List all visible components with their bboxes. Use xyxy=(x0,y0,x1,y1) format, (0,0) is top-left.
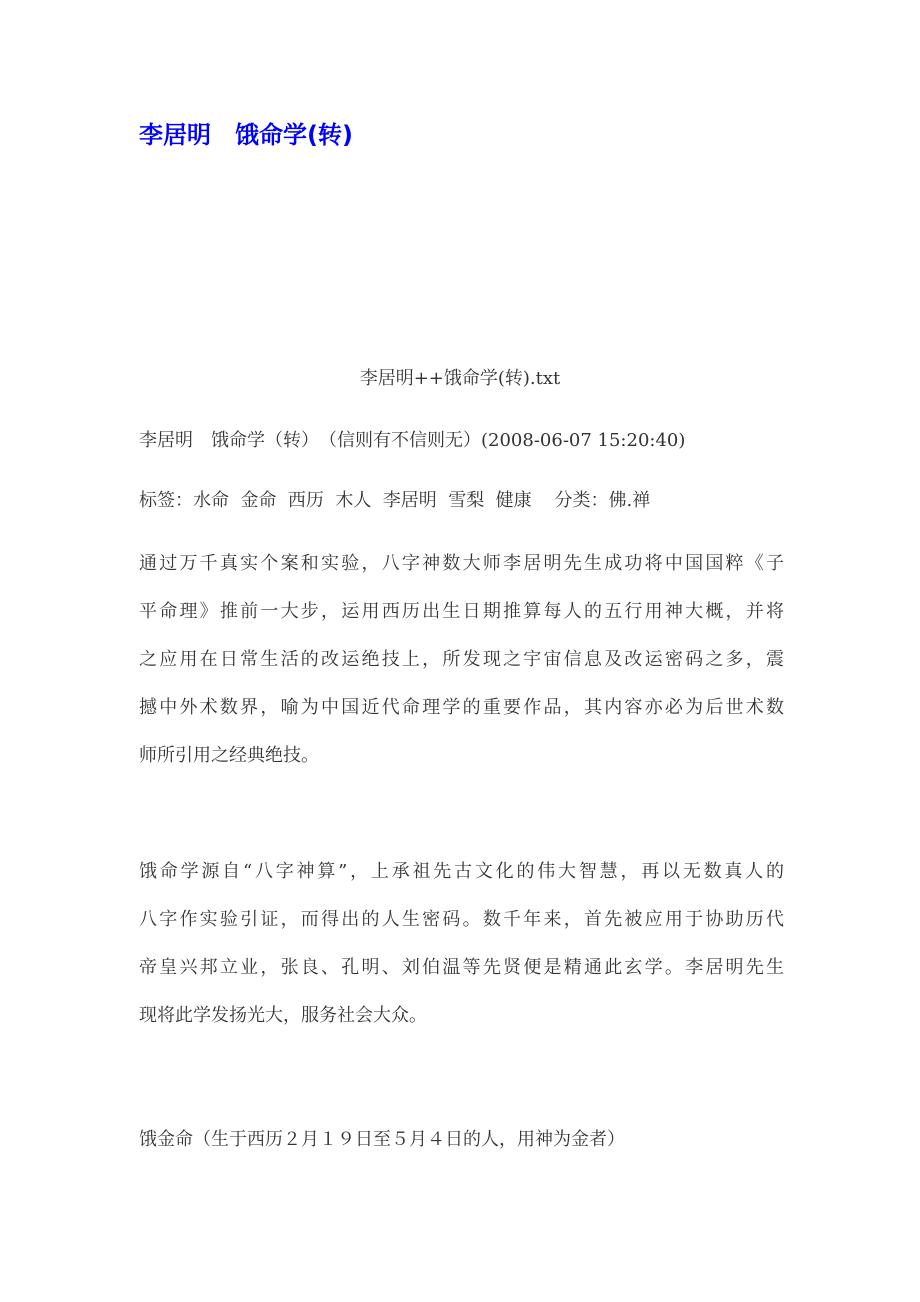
paragraph-line: 之应用在日常生活的改运绝技上，所发现之宇宙信息及改运密码之多，震 xyxy=(139,649,784,670)
paragraph-line: 师所引用之经典绝技。 xyxy=(139,745,319,766)
paragraph-line: 饿命学源自“八字神算”，上承祖先古文化的伟大智慧，再以无数真人的 xyxy=(139,861,784,882)
tags-category-line: 标签：水命 金命 西历 木人 李居明 雪梨 健康 分类：佛.禅 xyxy=(139,490,651,511)
intro-paragraph xyxy=(139,540,784,780)
origin-paragraph xyxy=(139,848,784,1040)
metal-destiny-heading: 饿金命（生于西历２月１９日至５月４日的人，用神为金者） xyxy=(139,1129,625,1150)
paragraph-line: 通过万千真实个案和实验，八字神数大师李居明先生成功将中国国粹《子 xyxy=(139,553,784,574)
paragraph-line: 帝皇兴邦立业，张良、孔明、刘伯温等先贤便是精通此玄学。李居明先生 xyxy=(139,957,784,978)
post-meta-line: 李居明 饿命学（转） （信则有不信则无）(2008-06-07 15:20:40) xyxy=(139,430,686,451)
paragraph-line: 八字作实验引证，而得出的人生密码。数千年来，首先被应用于协助历代 xyxy=(139,909,784,930)
document-title: 李居明 饿命学(转) xyxy=(139,121,353,149)
paragraph-line: 撼中外术数界，喻为中国近代命理学的重要作品，其内容亦必为后世术数 xyxy=(139,697,784,718)
file-name-heading: 李居明++饿命学(转).txt xyxy=(359,368,561,389)
paragraph-line: 现将此学发扬光大，服务社会大众。 xyxy=(139,1005,427,1026)
paragraph-line: 平命理》推前一大步，运用西历出生日期推算每人的五行用神大概，并将 xyxy=(139,601,784,622)
